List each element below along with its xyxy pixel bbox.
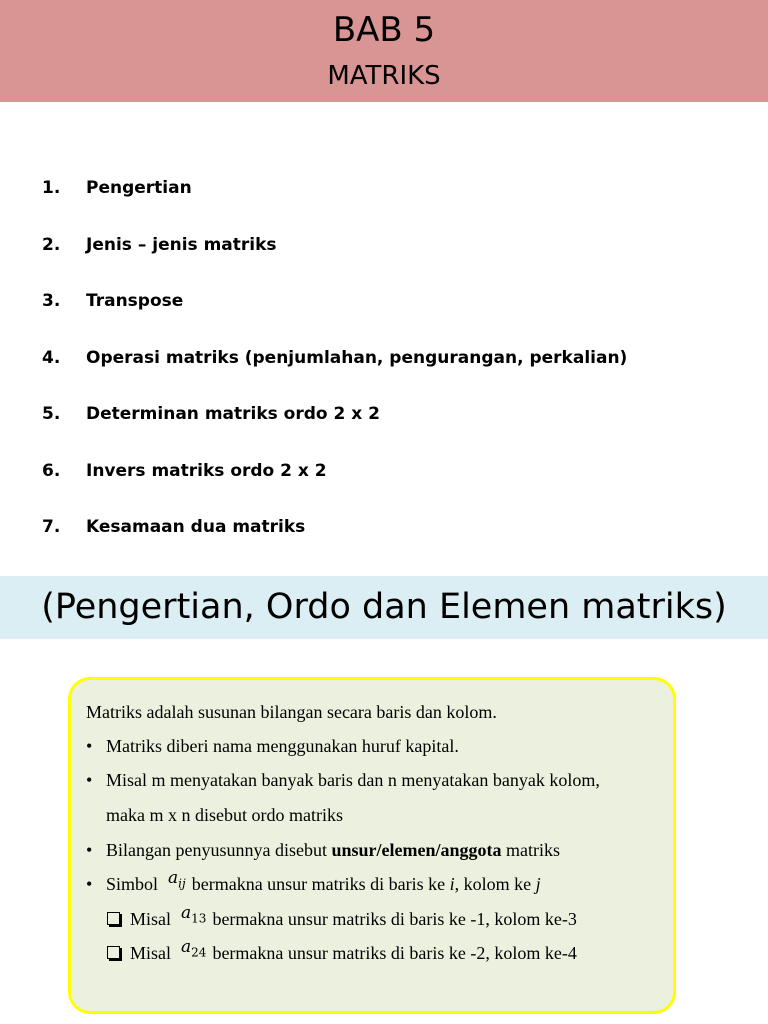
bullet-marker: • [86, 770, 93, 790]
bullet-marker: • [86, 874, 93, 894]
section-title: (Pengertian, Ordo dan Elemen matriks) [0, 576, 768, 639]
toc-label: Determinan matriks ordo 2 x 2 [86, 404, 380, 424]
example-label: Misal [130, 909, 172, 929]
toc-item [0, 509, 768, 566]
toc-number: 6. [42, 460, 61, 481]
toc-item [0, 340, 768, 397]
matrix-element-symbol: $a_{13}$ [181, 903, 207, 926]
bullet-text: Bilangan penyusunnya disebut [106, 840, 332, 860]
toc-label: Jenis – jenis matriks [86, 234, 277, 255]
column-index: j [535, 874, 541, 894]
checkbox-bullet-icon [107, 946, 120, 959]
bullet-text: bermakna unsur matriks di baris ke [191, 874, 450, 894]
bullet-symbol [86, 868, 541, 902]
toc-number: 1. [42, 178, 61, 198]
bullet-text: Simbol [106, 874, 159, 894]
bullet-text: maka m x n disebut ordo matriks [106, 805, 343, 825]
bullet-order-continuation [86, 803, 343, 827]
toc-number: 4. [42, 347, 61, 368]
toc-item [0, 396, 768, 453]
matrix-element-symbol: $a_{24}$ [181, 937, 207, 960]
example-label: Misal [130, 943, 172, 963]
toc-label: Invers matriks ordo 2 x 2 [86, 460, 327, 481]
row-index: i [449, 874, 455, 894]
table-of-contents [0, 170, 768, 566]
toc-number: 5. [42, 404, 61, 424]
toc-item [0, 283, 768, 340]
checkbox-bullet-icon [107, 912, 120, 925]
toc-item [0, 227, 768, 284]
chapter-subject: MATRIKS [327, 61, 441, 91]
toc-item [0, 453, 768, 510]
example-a13 [86, 903, 577, 937]
definition-box [68, 677, 676, 1014]
example-text: bermakna unsur matriks di baris ke -1, kolom ke-3 [212, 909, 577, 929]
bullet-text: matriks [501, 840, 560, 860]
chapter-title: BAB 5 [332, 10, 436, 50]
toc-label: Operasi matriks (penjumlahan, pengurangan, perkalian) [86, 347, 628, 368]
toc-label: Kesamaan dua matriks [86, 517, 306, 537]
bullet-text: Matriks diberi nama menggunakan huruf kapital. [106, 736, 459, 756]
example-a24 [86, 937, 577, 971]
bullet-elements [86, 838, 560, 862]
matrix-element-symbol: $a_{ij}$ [168, 868, 186, 891]
bullet-capital-name [86, 734, 459, 758]
bullet-text: , kolom ke [454, 874, 536, 894]
toc-number: 2. [42, 234, 61, 255]
bullet-text: Misal m menyatakan banyak baris dan n menyatakan banyak kolom, [106, 770, 600, 790]
bullet-order [86, 768, 600, 792]
toc-number: 7. [42, 517, 61, 537]
toc-item [0, 170, 768, 227]
example-text: bermakna unsur matriks di baris ke -2, kolom ke-4 [212, 943, 577, 963]
toc-label: Pengertian [86, 178, 192, 198]
bullet-marker: • [86, 736, 93, 756]
toc-number: 3. [42, 291, 61, 311]
bullet-bold-term: unsur/elemen/anggota [331, 840, 502, 860]
definition-intro: Matriks adalah susunan bilangan secara baris dan kolom. [86, 702, 497, 722]
bullet-marker: • [86, 840, 93, 860]
chapter-header [0, 0, 768, 102]
toc-label: Transpose [86, 291, 184, 311]
